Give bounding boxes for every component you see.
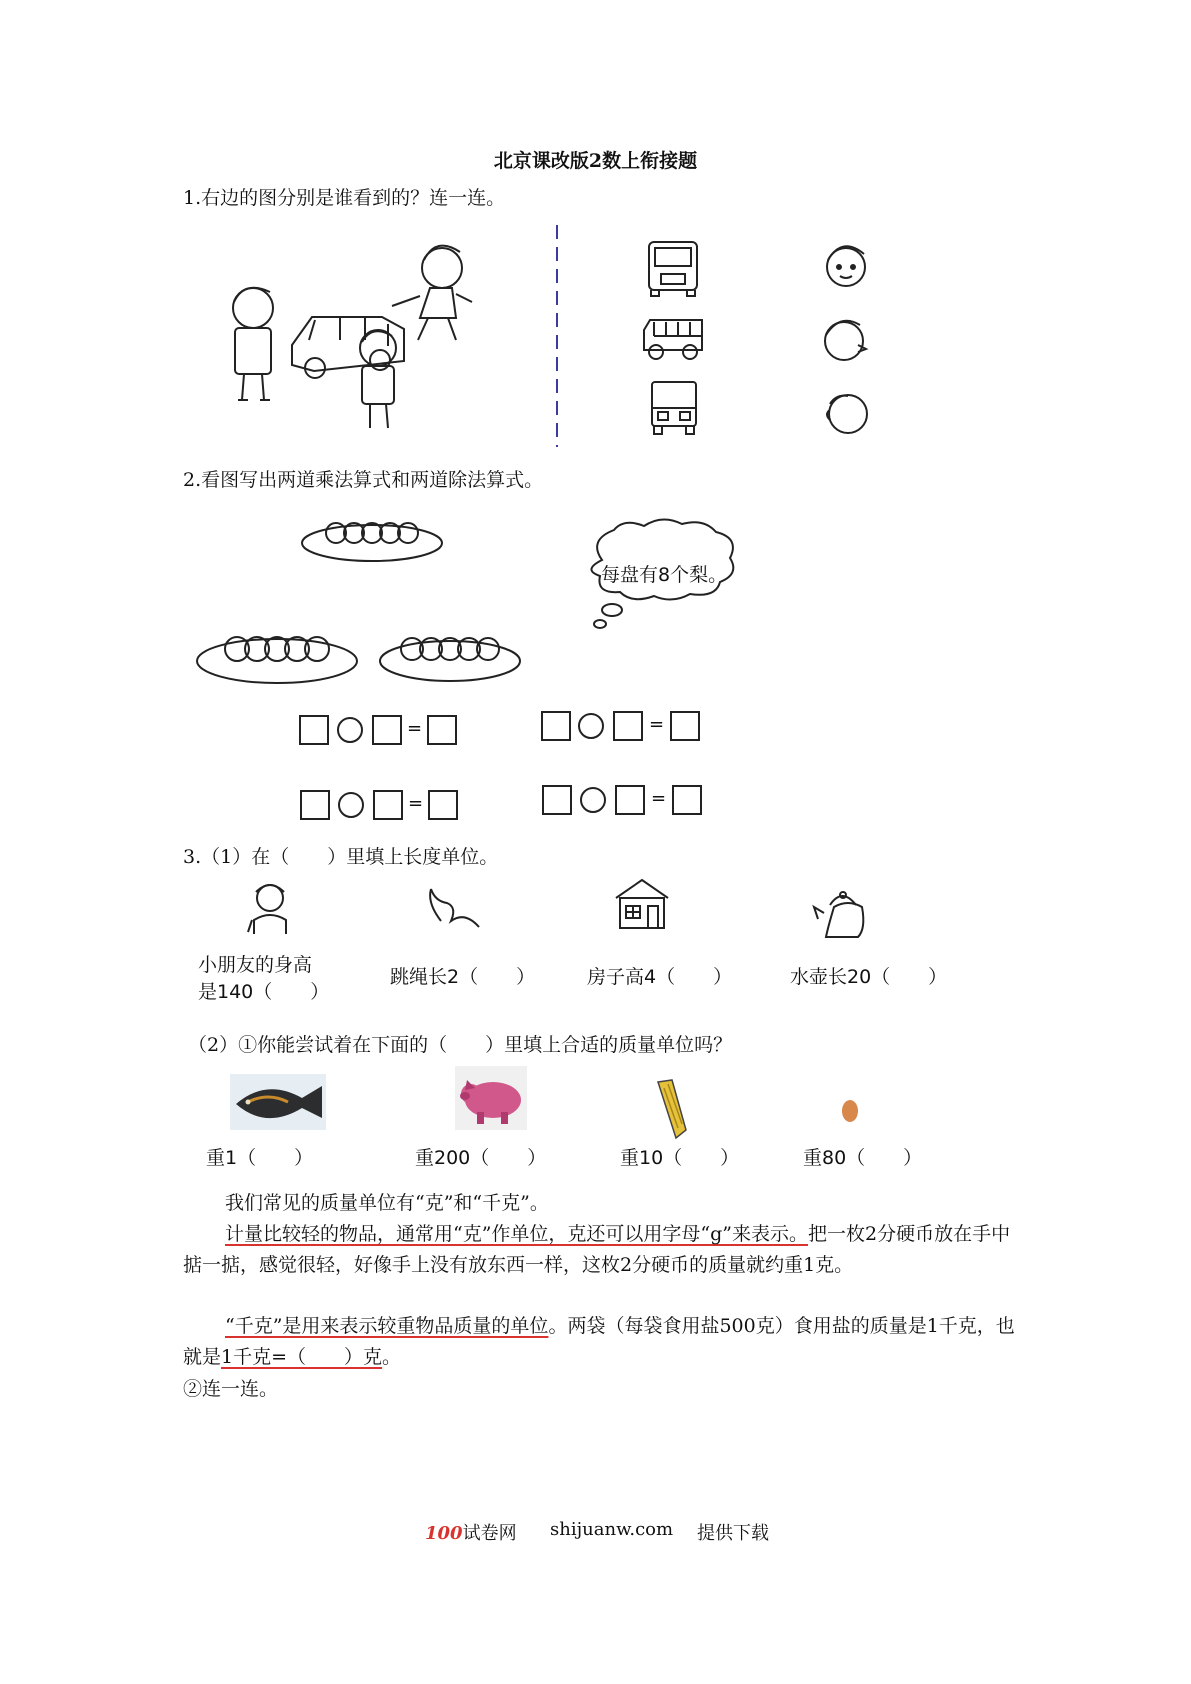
q1-scene-illustration [220, 240, 580, 440]
car-front-view-icon [645, 236, 701, 298]
underlined-text: “千克”是用来表示较重物品质量的单位 [225, 1315, 549, 1337]
q1-dashed-divider [555, 225, 559, 447]
house-icon [612, 876, 672, 930]
answer-box[interactable] [615, 785, 645, 815]
paragraph-mass-units [183, 1188, 1018, 1219]
mass-item-corn: 重10（ ） [620, 1147, 740, 1169]
answer-box[interactable] [542, 785, 572, 815]
fish-icon [230, 1074, 326, 1130]
logo-number: 100 [425, 1523, 463, 1544]
page-title: 北京课改版2数上衔接题 [493, 150, 698, 172]
q2-prompt: 2.看图写出两道乘法算式和两道除法算式。 [183, 469, 544, 491]
length-item-house: 房子高4（ ） [587, 966, 733, 988]
text: 。两袋（每袋食用盐500克）食用盐的质量是1千克，也就是 [183, 1315, 1015, 1368]
boy-top-icon [392, 246, 472, 340]
answer-box[interactable] [372, 715, 402, 745]
underlined-blank[interactable]: 1千克=（ ）克 [221, 1346, 383, 1368]
operator-circle[interactable] [580, 787, 606, 813]
mass-item-fish: 重1（ ） [206, 1147, 314, 1169]
q3-part2-prompt: （2）①你能尝试着在下面的（ ）里填上合适的质量单位吗？ [188, 1034, 733, 1056]
kettle-icon [812, 883, 872, 939]
answer-box[interactable] [299, 715, 329, 745]
paragraph-kilogram [183, 1311, 1018, 1373]
underlined-text: 计量比较轻的物品，通常用“克”作单位，克还可以用字母“g”来表示。 [225, 1223, 809, 1245]
answer-box[interactable] [541, 711, 571, 741]
logo-text: 试卷网 [462, 1523, 517, 1544]
plate-of-pears-left-icon [195, 615, 360, 687]
answer-box[interactable] [672, 785, 702, 815]
operator-circle[interactable] [338, 792, 364, 818]
plate-of-pears-right-icon [378, 615, 523, 687]
car-icon [292, 317, 404, 378]
text: 。 [382, 1346, 402, 1368]
corn-icon [652, 1078, 690, 1140]
length-item-kettle: 水壶长20（ ） [790, 966, 948, 988]
footer-provide: 提供下载 [697, 1523, 769, 1544]
face-side-icon [820, 315, 872, 365]
child-icon [246, 880, 292, 935]
mass-item-pig: 重200（ ） [415, 1147, 547, 1169]
plate-of-pears-top-icon [300, 505, 445, 565]
car-side-view-icon [638, 314, 708, 364]
answer-box[interactable] [427, 715, 457, 745]
operator-circle[interactable] [578, 713, 604, 739]
answer-box[interactable] [613, 711, 643, 741]
jump-rope-icon [425, 885, 481, 931]
face-front-icon [820, 240, 872, 290]
thought-bubble-text: 每盘有8个梨。 [601, 564, 728, 586]
boy-bottom-icon [360, 330, 396, 428]
text: 我们常见的质量单位有“克”和“千克”。 [225, 1192, 549, 1214]
connect-prompt: ②连一连。 [183, 1378, 279, 1400]
answer-box[interactable] [428, 790, 458, 820]
car-back-view-icon [648, 378, 700, 436]
text: 把一枚2分硬币放在手中掂一掂，感觉很轻，好像手上没有放东西一样，这枚2分硬币的质量就约重1克。 [183, 1223, 1011, 1276]
paragraph-gram [183, 1219, 1018, 1281]
equals-sign: = [407, 718, 423, 739]
operator-circle[interactable] [337, 717, 363, 743]
answer-box[interactable] [300, 790, 330, 820]
q1-prompt: 1.右边的图分别是谁看到的？连一连。 [183, 187, 506, 209]
footer-logo [425, 1519, 517, 1545]
length-item-child-line1: 小朋友的身高 [198, 954, 313, 976]
footer-site[interactable]: shijuanw.com [550, 1519, 674, 1540]
egg-icon [840, 1098, 860, 1124]
answer-box[interactable] [670, 711, 700, 741]
equals-sign: = [408, 793, 424, 814]
mass-item-egg: 重80（ ） [803, 1147, 923, 1169]
answer-box[interactable] [373, 790, 403, 820]
equals-sign: = [651, 788, 667, 809]
q3-part1-prompt: 3.（1）在（ ）里填上长度单位。 [183, 846, 499, 868]
pig-icon [455, 1066, 527, 1130]
equals-sign: = [649, 714, 665, 735]
length-item-child-line2: 是140（ ） [198, 981, 330, 1003]
length-item-rope: 跳绳长2（ ） [390, 966, 536, 988]
boy-left-icon [233, 288, 273, 400]
face-back-icon [820, 388, 872, 438]
